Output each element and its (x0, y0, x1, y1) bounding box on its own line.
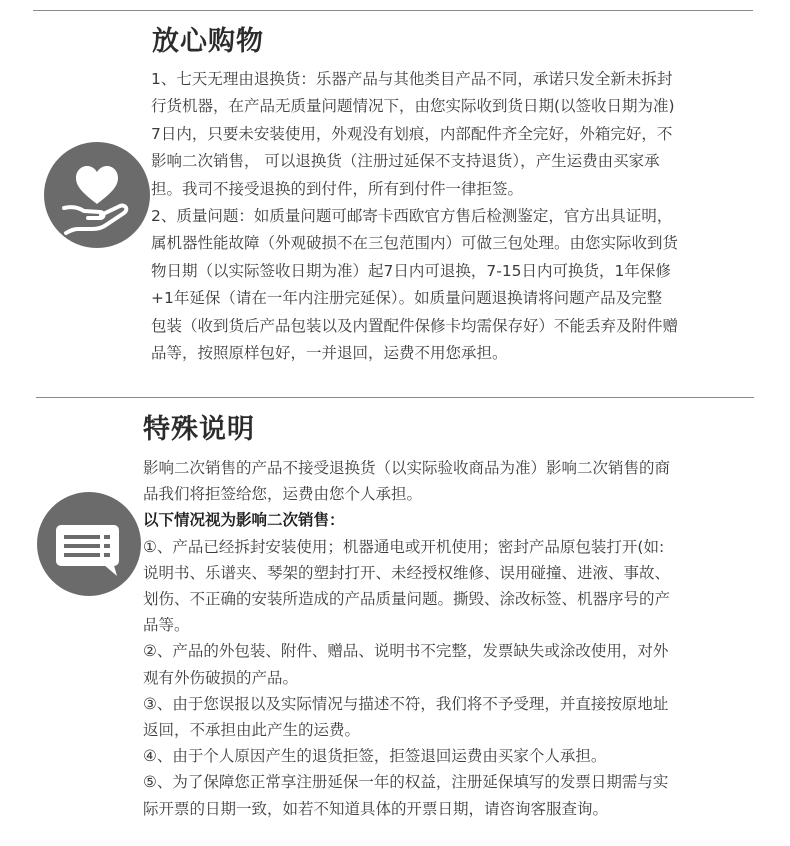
section-title-special-notes: 特殊说明 (143, 414, 255, 445)
special-notes-intro: 影响二次销售的产品不接受退换货（以实际验收商品为准）影响二次销售的商 品我们将拒签给您，运费由您个人承担。 (143, 459, 671, 504)
top-divider (33, 10, 753, 11)
special-notes-subheading: 以下情况视为影响二次销售： (143, 511, 345, 530)
section-title-shopping-assurance: 放心购物 (152, 26, 264, 57)
condition-item-2: ②、产品的外包装、附件、赠品、说明书不完整，发票缺失或涂改使用，对外 观有外伤破损的产品。 (143, 642, 669, 687)
condition-item-4: ④、由于个人原因产生的退货拒签，拒签退回运费由买家个人承担。 (143, 747, 607, 766)
return-policy-paragraph: 1、七天无理由退换货：乐器产品与其他类目产品不同，承诺只发全新未拆封 行货机器，在产品无质量问题情况下，由您实际收到货日期(以签收日期为准) 7日内，只要未安装使用，外观没有划痕，内部配件齐全完好，外箱完好，不 影响二次销售， 可以退换货（注册过延保不支持退货），产生运费由买家承 担。我司不接受退换的到付件，所有到付件一律拒签。 (151, 70, 675, 198)
condition-item-1: ①、产品已经拆封安装使用；机器通电或开机使用；密封产品原包装打开(如: 说明书、乐谱夹、琴架的塑封打开、未经授权维修、误用碰撞、进液、事故、 划伤、不正确的安装所造成的产品质量问题。撕毁、涂改标签、机器序号的产 品等。 (143, 537, 671, 635)
shopping-assurance-content (151, 66, 756, 367)
section-divider (36, 397, 754, 398)
special-notes-content (143, 455, 755, 822)
condition-item-3: ③、由于您误报以及实际情况与描述不符，我们将不予受理，并直接按原地址 返回，不承担由此产生的运费。 (143, 694, 669, 740)
condition-item-5: ⑤、为了保障您正常享注册延保一年的权益，注册延保填写的发票日期需与实 际开票的日期一致，如若不知道具体的开票日期，请咨询客服查询。 (143, 773, 669, 818)
message-bubble-icon (37, 492, 141, 596)
quality-issue-paragraph: 2、质量问题：如质量问题可邮寄卡西欧官方售后检测鉴定，官方出具证明， 属机器性能故障（外观破损不在三包范围内）可做三包处理。由您实际收到货 物日期（以实际签收日期为准）起7日内可退换，7-15日内可换货，1年保修 +1年延保（请在一年内注册完延保）。如质量问题退换请将问题产品及完整 包装（收到货后产品包装以及内置配件保修卡均需保存好）不能丢弃及附件赠 品等，按照原样包好，一并退回，运费不用您承担。 (151, 207, 679, 363)
heart-in-hand-icon (44, 142, 150, 248)
